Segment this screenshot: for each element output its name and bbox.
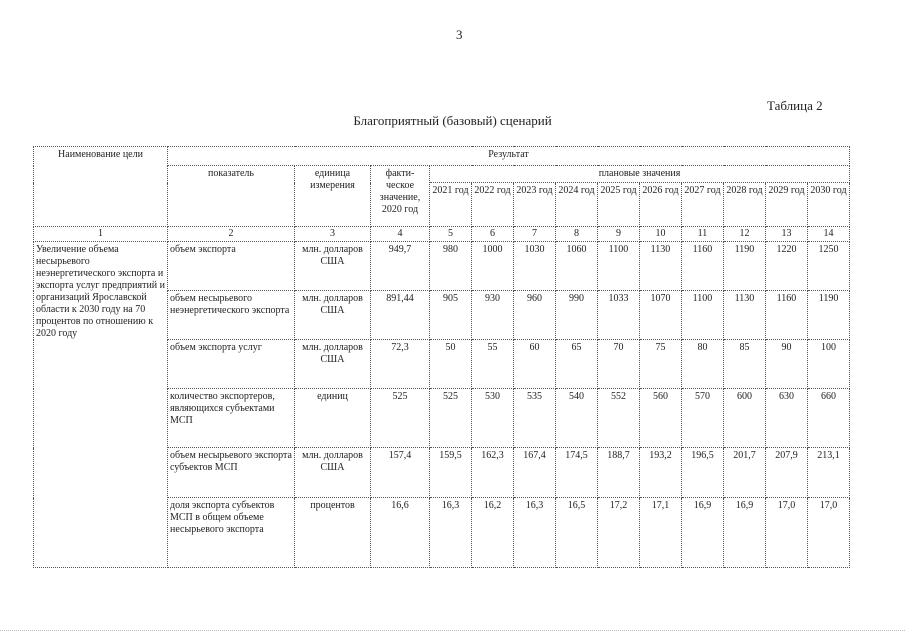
header-planned: плановые значения <box>430 166 850 183</box>
planned-value-cell: 207,9 <box>766 448 808 498</box>
planned-value-cell: 560 <box>640 389 682 448</box>
planned-value-cell: 17,2 <box>598 498 640 568</box>
planned-value-cell: 90 <box>766 340 808 389</box>
planned-value-cell: 75 <box>640 340 682 389</box>
header-actual: факти-ческое значение, 2020 год <box>371 166 430 227</box>
planned-value-cell: 1100 <box>682 291 724 340</box>
planned-value-cell: 17,0 <box>808 498 850 568</box>
header-unit: единица измерения <box>295 166 371 227</box>
planned-value-cell: 16,9 <box>724 498 766 568</box>
column-number: 6 <box>472 227 514 242</box>
unit-cell: млн. долларов США <box>295 291 371 340</box>
planned-value-cell: 16,9 <box>682 498 724 568</box>
actual-value-cell: 16,6 <box>371 498 430 568</box>
planned-value-cell: 1100 <box>598 242 640 291</box>
planned-value-cell: 17,1 <box>640 498 682 568</box>
column-number: 11 <box>682 227 724 242</box>
planned-value-cell: 188,7 <box>598 448 640 498</box>
planned-value-cell: 196,5 <box>682 448 724 498</box>
planned-value-cell: 1060 <box>556 242 598 291</box>
planned-value-cell: 55 <box>472 340 514 389</box>
scenario-table <box>33 146 850 568</box>
goal-cell: Увеличение объема несырьевого неэнергетического экспорта и экспорта услуг предприятий и организаций Ярославской области к 2030 году на 70 процентов по отношению к 2020 году <box>34 242 168 568</box>
planned-value-cell: 930 <box>472 291 514 340</box>
actual-value-cell: 72,3 <box>371 340 430 389</box>
column-number: 9 <box>598 227 640 242</box>
planned-value-cell: 1190 <box>808 291 850 340</box>
unit-cell: млн. долларов США <box>295 340 371 389</box>
column-number: 2 <box>168 227 295 242</box>
column-number: 10 <box>640 227 682 242</box>
planned-value-cell: 1033 <box>598 291 640 340</box>
planned-value-cell: 16,5 <box>556 498 598 568</box>
column-number: 13 <box>766 227 808 242</box>
planned-value-cell: 100 <box>808 340 850 389</box>
planned-value-cell: 50 <box>430 340 472 389</box>
indicator-cell: объем экспорта <box>168 242 295 291</box>
planned-value-cell: 525 <box>430 389 472 448</box>
planned-value-cell: 1070 <box>640 291 682 340</box>
planned-value-cell: 905 <box>430 291 472 340</box>
unit-cell: процентов <box>295 498 371 568</box>
planned-value-cell: 570 <box>682 389 724 448</box>
header-year: 2022 год <box>472 183 514 227</box>
page-number: 3 <box>456 27 463 42</box>
planned-value-cell: 16,3 <box>514 498 556 568</box>
planned-value-cell: 1000 <box>472 242 514 291</box>
header-result: Результат <box>168 147 850 166</box>
planned-value-cell: 1190 <box>724 242 766 291</box>
column-number: 4 <box>371 227 430 242</box>
column-number: 8 <box>556 227 598 242</box>
planned-value-cell: 213,1 <box>808 448 850 498</box>
planned-value-cell: 600 <box>724 389 766 448</box>
planned-value-cell: 530 <box>472 389 514 448</box>
planned-value-cell: 80 <box>682 340 724 389</box>
header-year: 2030 год <box>808 183 850 227</box>
indicator-cell: объем несырьевого экспорта субъектов МСП <box>168 448 295 498</box>
unit-cell: млн. долларов США <box>295 242 371 291</box>
header-year: 2024 год <box>556 183 598 227</box>
indicator-cell: объем экспорта услуг <box>168 340 295 389</box>
header-year: 2028 год <box>724 183 766 227</box>
planned-value-cell: 980 <box>430 242 472 291</box>
planned-value-cell: 174,5 <box>556 448 598 498</box>
planned-value-cell: 552 <box>598 389 640 448</box>
planned-value-cell: 17,0 <box>766 498 808 568</box>
header-year: 2025 год <box>598 183 640 227</box>
header-year: 2023 год <box>514 183 556 227</box>
planned-value-cell: 65 <box>556 340 598 389</box>
unit-cell: единиц <box>295 389 371 448</box>
planned-value-cell: 70 <box>598 340 640 389</box>
planned-value-cell: 1220 <box>766 242 808 291</box>
planned-value-cell: 162,3 <box>472 448 514 498</box>
planned-value-cell: 630 <box>766 389 808 448</box>
planned-value-cell: 1160 <box>682 242 724 291</box>
table-label: Таблица 2 <box>767 98 823 113</box>
header-indicator: показатель <box>168 166 295 227</box>
header-year: 2026 год <box>640 183 682 227</box>
planned-value-cell: 960 <box>514 291 556 340</box>
planned-value-cell: 16,3 <box>430 498 472 568</box>
planned-value-cell: 1130 <box>640 242 682 291</box>
planned-value-cell: 660 <box>808 389 850 448</box>
scan-edge <box>0 630 905 634</box>
planned-value-cell: 1130 <box>724 291 766 340</box>
actual-value-cell: 891,44 <box>371 291 430 340</box>
header-year: 2021 год <box>430 183 472 227</box>
header-goal: Наименование цели <box>34 147 168 227</box>
column-number: 3 <box>295 227 371 242</box>
planned-value-cell: 1250 <box>808 242 850 291</box>
table-row <box>34 242 850 291</box>
planned-value-cell: 990 <box>556 291 598 340</box>
planned-value-cell: 85 <box>724 340 766 389</box>
actual-value-cell: 525 <box>371 389 430 448</box>
column-number: 14 <box>808 227 850 242</box>
unit-cell: млн. долларов США <box>295 448 371 498</box>
planned-value-cell: 167,4 <box>514 448 556 498</box>
column-number: 7 <box>514 227 556 242</box>
header-year: 2027 год <box>682 183 724 227</box>
column-number: 5 <box>430 227 472 242</box>
planned-value-cell: 193,2 <box>640 448 682 498</box>
indicator-cell: доля экспорта субъектов МСП в общем объеме несырьевого экспорта <box>168 498 295 568</box>
actual-value-cell: 949,7 <box>371 242 430 291</box>
column-number: 1 <box>34 227 168 242</box>
header-year: 2029 год <box>766 183 808 227</box>
planned-value-cell: 201,7 <box>724 448 766 498</box>
planned-value-cell: 1030 <box>514 242 556 291</box>
planned-value-cell: 1160 <box>766 291 808 340</box>
actual-value-cell: 157,4 <box>371 448 430 498</box>
indicator-cell: количество экспортеров, являющихся субъектами МСП <box>168 389 295 448</box>
planned-value-cell: 535 <box>514 389 556 448</box>
table-title: Благоприятный (базовый) сценарий <box>353 113 552 128</box>
planned-value-cell: 540 <box>556 389 598 448</box>
planned-value-cell: 16,2 <box>472 498 514 568</box>
indicator-cell: объем несырьевого неэнергетического экспорта <box>168 291 295 340</box>
column-number: 12 <box>724 227 766 242</box>
planned-value-cell: 159,5 <box>430 448 472 498</box>
planned-value-cell: 60 <box>514 340 556 389</box>
